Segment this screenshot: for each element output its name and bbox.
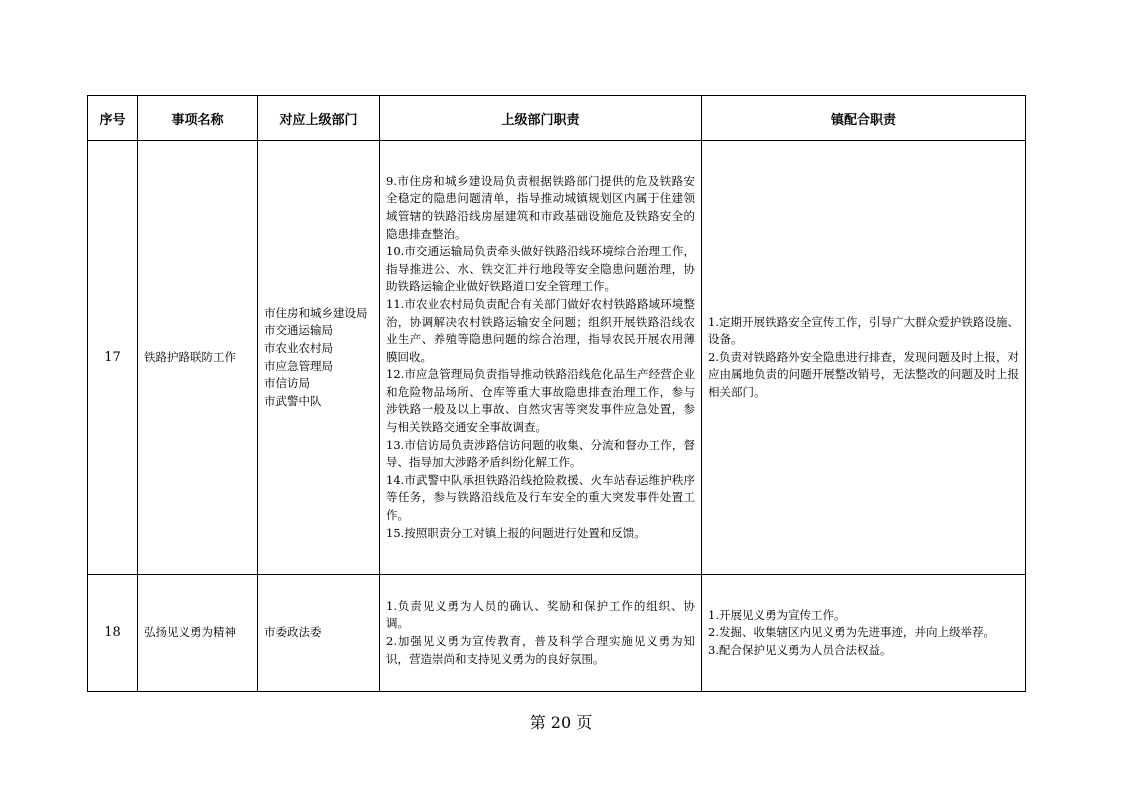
header-item-name: 事项名称 xyxy=(138,96,258,141)
town-duty-list xyxy=(702,141,1026,575)
header-department: 对应上级部门 xyxy=(258,96,380,141)
duty-item: 13.市信访局负责涉路信访问题的收集、分流和督办工作，督导、指导加大涉路矛盾纠纷化解工作。 xyxy=(386,437,695,470)
duty-item: 12.市应急管理局负责指导推动铁路沿线危化品生产经营企业和危险物品场所、仓库等重大事故隐患排查治理工作，参与涉铁路一般及以上事故、自然灾害等突发事件应急处置，参与相关铁路交通安全事故调查。 xyxy=(386,367,695,435)
duty-item: 2.加强见义勇为宣传教育，普及科学合理实施见义勇为知识，营造崇尚和支持见义勇为的良好氛围。 xyxy=(386,634,695,666)
duty-item: 1.定期开展铁路安全宣传工作，引导广大群众爱护铁路设施、设备。 xyxy=(708,314,1019,347)
duty-item: 3.配合保护见义勇为人员合法权益。 xyxy=(708,642,892,657)
row-number: 18 xyxy=(88,575,138,692)
department-item: 市信访局 xyxy=(264,376,310,391)
header-town-duties: 镇配合职责 xyxy=(702,96,1026,141)
duty-item: 9.市住房和城乡建设局负责根据铁路部门提供的危及铁路安全稳定的隐患问题清单，指导推动城镇规划区内属于住建领域管辖的铁路沿线房屋建筑和市政基础设施危及铁路安全的隐患排查整治。 xyxy=(386,173,695,241)
table-row xyxy=(88,575,1026,692)
item-name: 铁路护路联防工作 xyxy=(138,141,258,575)
header-row xyxy=(88,96,1026,141)
department-item: 市应急管理局 xyxy=(264,358,333,373)
duty-item: 15.按照职责分工对镇上报的问题进行处置和反馈。 xyxy=(386,525,646,540)
department-item: 市住房和城乡建设局 xyxy=(264,305,368,320)
department-item: 市农业农村局 xyxy=(264,340,333,355)
page-number: 第 20 页 xyxy=(529,713,593,732)
duty-item: 2.负责对铁路路外安全隐患进行排查，发现问题及时上报，对应由属地负责的问题开展整改销号，无法整改的问题及时上报相关部门。 xyxy=(708,349,1019,399)
town-duty-list xyxy=(702,575,1026,692)
duty-item: 10.市交通运输局负责牵头做好铁路沿线环境综合治理工作，指导推进公、水、铁交汇并行地段等安全隐患问题治理，协助铁路运输企业做好铁路道口安全管理工作。 xyxy=(386,244,695,294)
department-item: 市交通运输局 xyxy=(264,323,333,338)
duty-item: 11.市农业农村局负责配合有关部门做好农村铁路路域环境整治，协调解决农村铁路运输安全问题；组织开展铁路沿线农业生产、养殖等隐患问题的综合治理，指导农民开展农用薄膜回收。 xyxy=(386,296,695,364)
superior-duty-list xyxy=(380,141,702,575)
table-row xyxy=(88,141,1026,575)
department-item: 市委政法委 xyxy=(264,625,322,640)
duty-item: 1.开展见义勇为宣传工作。 xyxy=(708,607,846,622)
duty-table xyxy=(87,95,1026,692)
header-superior-duties: 上级部门职责 xyxy=(380,96,702,141)
duty-item: 2.发掘、收集辖区内见义勇为先进事迹，并向上级举荐。 xyxy=(708,625,995,640)
superior-duty-list xyxy=(380,575,702,692)
duty-item: 1.负责见义勇为人员的确认、奖励和保护工作的组织、协调。 xyxy=(386,598,695,631)
header-no: 序号 xyxy=(88,96,138,141)
row-number: 17 xyxy=(88,141,138,575)
duty-item: 14.市武警中队承担铁路沿线抢险救援、火车站春运维护秩序等任务，参与铁路沿线危及行车安全的重大突发事件处置工作。 xyxy=(386,472,695,523)
department-list xyxy=(258,141,380,575)
department-item: 市武警中队 xyxy=(264,393,322,408)
department-list xyxy=(258,575,380,692)
item-name: 弘扬见义勇为精神 xyxy=(138,575,258,692)
